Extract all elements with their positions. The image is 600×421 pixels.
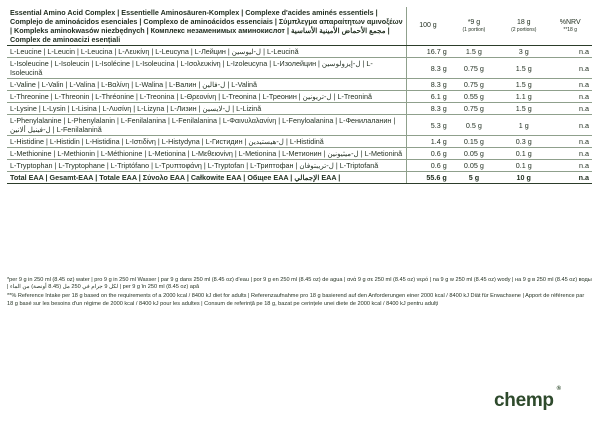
row-label: L-Lysine | L-Lysin | L-Lisina | L-Λυσίνη | L-Lizyna | L-Лизин | ل-لايسين | L-Lizină: [7, 103, 407, 115]
total-nrv: n.a: [549, 172, 592, 184]
table-row: [7, 79, 592, 91]
cell-18g: 0.1 g: [498, 148, 549, 160]
table-row: [7, 91, 592, 103]
cell-100g: 5.3 g: [407, 115, 450, 136]
cell-100g: 8.3 g: [407, 58, 450, 79]
total-label: Total EAA | Gesamt-EAA | Totale EAA | Σύνολο EAA | Całkowite EAA | Общее EAA | الإجمالي EAA |: [7, 172, 407, 184]
table-row: [7, 103, 592, 115]
row-label: L-Valine | L-Valin | L-Valina | L-Βαλίνη | L-Walina | L-Валин | ل-فالين | L-Valină: [7, 79, 407, 91]
table-row: [7, 136, 592, 148]
row-label: L-Leucine | L-Leucin | L-Leucina | L-Λευκίνη | L-Leucyna | L-Лейцин | ل-ليوسين | L-Leucină: [7, 46, 407, 58]
portion-footnote: *per 9 g in 250 ml (8.45 oz) water | pro 9 g in 250 ml Wasser | par 9 g dans 250 ml (8.45 oz) d'eau | por 9 g en 250 ml (8.45 oz) de agua | ανά 9 g σε 250 ml (8.45 oz) νερό | na 9 g w 250 ml (8.45 oz) wody | на 9 g в 250 ml (8.45 oz) воды | لكل 9 جرام في 250 مل (8.45 أونصة) من الماء | per 9 g în 250 ml (8.45 oz) apă: [7, 277, 592, 291]
cell-9g: 0.55 g: [450, 91, 498, 103]
cell-9g: 0.75 g: [450, 103, 498, 115]
row-label: L-Tryptophan | L-Tryptophane | L-Triptófano | L-Τρυπτοφάνη | L-Tryptofan | L-Триптофан | ل-تريبتوفان | L-Triptofană: [7, 160, 407, 172]
col-18g-header: 18 g (2 portions): [498, 7, 549, 46]
cell-nrv: n.a: [549, 136, 592, 148]
cell-18g: 0.1 g: [498, 160, 549, 172]
cell-9g: 0.05 g: [450, 148, 498, 160]
cell-18g: 3 g: [498, 46, 549, 58]
row-label: L-Threonine | L-Threonin | L-Thréonine | L-Treonina | L-Θρεονίνη | L-Treonina | L-Треонин | ل-تريونين | L-Treonină: [7, 91, 407, 103]
cell-18g: 1.1 g: [498, 91, 549, 103]
row-label: L-Histidine | L-Histidin | L-Histidina | L-Ιστιδίνη | L-Histydyna | L-Гистидин | ل-هيستيدين | L-Histidină: [7, 136, 407, 148]
brand-logo: [494, 386, 561, 412]
table-row: [7, 115, 592, 136]
cell-100g: 6.1 g: [407, 91, 450, 103]
cell-9g: 0.5 g: [450, 115, 498, 136]
cell-100g: 0.6 g: [407, 160, 450, 172]
nutrition-table: [7, 7, 592, 184]
cell-9g: 0.75 g: [450, 58, 498, 79]
cell-18g: 0.3 g: [498, 136, 549, 148]
table-header-row: [7, 7, 592, 46]
row-label: L-Methionine | L-Methionin | L-Méthionine | L-Metionina | L-Μεθειονίνη | L-Metionina | L-Метионин | ل-ميثيونين | L-Metionină: [7, 148, 407, 160]
brand-name: chemp: [494, 390, 554, 411]
row-label: L-Phenylalanine | L-Phenylalanin | L-Fenilalanina | L-Fenilalanina | L-Φαινυλαλανίνη | L-Fenyloalanina | L-Фенилаланин | ل-فينيل ألانين | L-Fenilalanină: [7, 115, 407, 136]
cell-18g: 1.5 g: [498, 79, 549, 91]
cell-nrv: n.a: [549, 148, 592, 160]
table-row: [7, 160, 592, 172]
cell-nrv: n.a: [549, 46, 592, 58]
total-9g: 5 g: [450, 172, 498, 184]
cell-nrv: n.a: [549, 58, 592, 79]
table-row: [7, 46, 592, 58]
cell-nrv: n.a: [549, 160, 592, 172]
cell-100g: 8.3 g: [407, 79, 450, 91]
cell-18g: 1.5 g: [498, 103, 549, 115]
cell-9g: 0.05 g: [450, 160, 498, 172]
footnotes: [7, 277, 592, 310]
cell-9g: 1.5 g: [450, 46, 498, 58]
cell-18g: 1 g: [498, 115, 549, 136]
nrv-footnote: **% Reference Intake per 18 g based on the requirements of a 2000 kcal / 8400 kJ diet for adults | Referenzaufnahme pro 18 g basierend auf den Anforderungen einer 2000 kcal / 8400 kJ Diät für Erwachsene | Apport de référence par 18 g basé sur les besoins d'un régime de 2000 kcal / 8400 kJ pour les adultes | Consum de referință pe 18 g, bazat pe cerințele unei diete de 2000 kcal / 8400 kJ pentru adulți: [7, 293, 585, 307]
col-100g-header: 100 g: [407, 7, 450, 46]
cell-nrv: n.a: [549, 103, 592, 115]
cell-100g: 8.3 g: [407, 103, 450, 115]
cell-9g: 0.75 g: [450, 79, 498, 91]
cell-100g: 1.4 g: [407, 136, 450, 148]
total-row: [7, 172, 592, 184]
total-18g: 10 g: [498, 172, 549, 184]
table-row: [7, 58, 592, 79]
col-nrv-header: %NRV **18 g: [549, 7, 592, 46]
cell-100g: 0.6 g: [407, 148, 450, 160]
registered-mark: ®: [556, 386, 561, 392]
cell-100g: 16.7 g: [407, 46, 450, 58]
row-label: L-Isoleucine | L-Isoleucin | L-Isolécine | L-Isoleucina | L-Ισολευκίνη | L-Izoleucyna | L-Изолейцин | ل-إيزولوسين | L-Isoleucină: [7, 58, 407, 79]
cell-nrv: n.a: [549, 79, 592, 91]
cell-9g: 0.15 g: [450, 136, 498, 148]
table-row: [7, 148, 592, 160]
cell-nrv: n.a: [549, 91, 592, 103]
table-title: Essential Amino Acid Complex | Essentielle Aminosäuren-Komplex | Complexe d'acides aminés essentiels | Complejo de aminoácidos esenciales | Complexo de aminoácidos essenciais | Σύμπλεγμα απαραίτητων αμινοξέων | Kompleks aminokwasów niezbędnych | Комплекс незаменимых аминокислот | مجمع الأحماض الأمينية الأساسية | Complex de aminoacizi esențiali: [7, 7, 407, 46]
cell-nrv: n.a: [549, 115, 592, 136]
cell-18g: 1.5 g: [498, 58, 549, 79]
total-100g: 55.6 g: [407, 172, 450, 184]
col-9g-header: *9 g (1 portion): [450, 7, 498, 46]
